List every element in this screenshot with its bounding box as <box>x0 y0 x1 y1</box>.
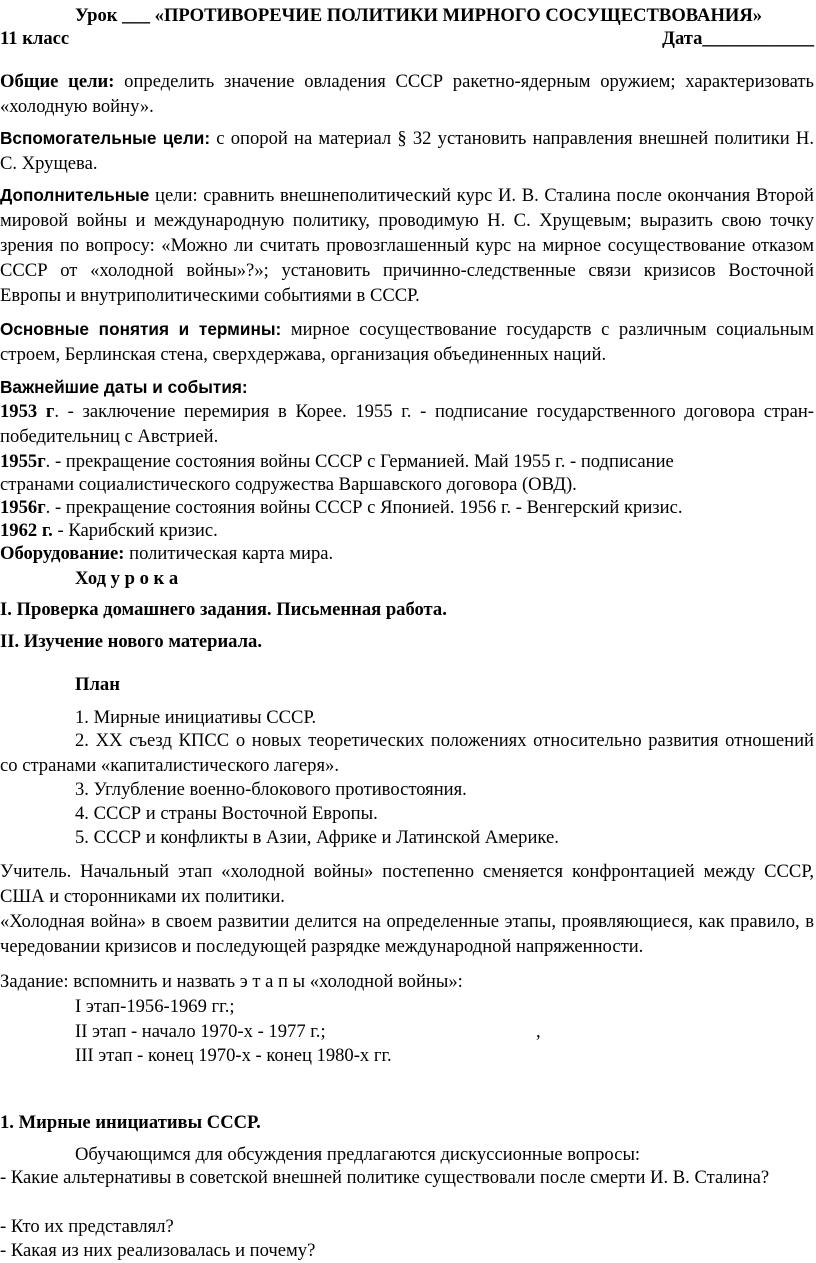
stage-item: III этап - конец 1970-х - конец 1980-х гг. <box>75 1045 392 1066</box>
subsection-intro: Обучающимся для обсуждения предлагаются дискуссионные вопросы: <box>75 1144 641 1165</box>
date-1962: 1962 г. - Карибский кризис. <box>0 520 218 541</box>
lesson-title: Урок ___ «ПРОТИВОРЕЧИЕ ПОЛИТИКИ МИРНОГО СОСУЩЕСТВОВАНИЯ» <box>75 5 763 26</box>
stage-item: I этап-1956-1969 гг.; <box>75 996 235 1017</box>
plan-item: 5. СССР и конфликты в Азии, Африке и Латинской Америке. <box>75 827 559 848</box>
extra-goals-text: цели: сравнить внешнеполитический курс И. В. Сталина после окончания Второй мировой войны и международную политику, проводимую Н. С. Хрущевым; выразить свою точку зрения по вопросу: «Можно ли считать провозглашенный курс на мирное сосуществование отказом СССР от «холодной войны»?»; установить причинно-следственные связи кризисов Восточной Европы и внутриполитическими событиями в СССР. <box>0 185 814 306</box>
plan-item: 3. Углубление военно-блокового противостояния. <box>75 779 467 800</box>
subsection-heading: 1. Мирные инициативы СССР. <box>0 1112 261 1133</box>
date-1956: 1956г. - прекращение состояния войны СССР с Японией. 1956 г. - Венгерский кризис. <box>0 497 683 518</box>
task-intro: Задание: вспомнить и назвать э т а п ы «холодной войны»: <box>0 971 463 992</box>
general-goals-text: определить значение овладения СССР ракетно-ядерным оружием; характеризовать «холодную войну». <box>0 71 815 117</box>
plan-item: 1. Мирные инициативы СССР. <box>75 707 317 728</box>
dates-heading: Важнейшие даты и события: <box>0 377 248 397</box>
date-1953: 1953 г. - заключение перемирия в Корее. 1955 г. - подписание государственного договора стран-победительниц с Австрией. <box>0 401 814 447</box>
discussion-question: - Кто их представлял? <box>0 1216 174 1237</box>
general-goals-label: Общие цели: <box>0 71 115 92</box>
general-goals <box>0 69 814 119</box>
stray-comma: , <box>536 1021 541 1042</box>
grade-label: 11 класс <box>0 28 70 49</box>
extra-goals <box>0 183 814 308</box>
teacher-paragraph: Учитель. Начальный этап «холодной войны» постепенно сменяется конфронтацией между СССР, США и сторонниками их политики. <box>0 861 814 907</box>
plan-item: 4. СССР и страны Восточной Европы. <box>75 803 378 824</box>
aux-goals <box>0 126 814 176</box>
stage-item: II этап - начало 1970-х - 1977 г.; <box>75 1021 326 1042</box>
lesson-course-heading: Ход у р о к а <box>75 568 179 589</box>
discussion-question: - Какая из них реализовалась и почему? <box>0 1240 316 1261</box>
key-terms-label: Основные понятия и термины: <box>0 319 282 339</box>
key-terms-text: мирное сосуществование государств с различным социальным строем, Берлинская стена, сверхдержава, организация объединенных наций. <box>0 319 815 365</box>
section-new-material: II. Изучение нового материала. <box>0 631 262 652</box>
date-field: Дата____________ <box>662 28 814 49</box>
plan-heading: План <box>75 674 120 695</box>
equipment: Оборудование: политическая карта мира. <box>0 543 334 564</box>
plan-item: 2. XX съезд КПСС о новых теоретических положениях относительно развития отношений со странами «капиталистического лагеря». <box>0 730 814 776</box>
aux-goals-text: с опорой на материал § 32 установить направления внешней политики Н. С. Хрущева. <box>0 128 814 174</box>
extra-goals-label: Дополнительные <box>0 185 150 205</box>
key-terms <box>0 317 814 367</box>
section-homework: I. Проверка домашнего задания. Письменная работа. <box>0 599 447 620</box>
aux-goals-label: Вспомогательные цели: <box>0 128 211 148</box>
discussion-question: - Какие альтернативы в советской внешней политике существовали после смерти И. В. Сталина? <box>0 1167 770 1188</box>
teacher-paragraph: «Холодная война» в своем развитии делится на определенные этапы, проявляющиеся, как правило, в чередовании кризисов и последующей разрядке международной напряженности. <box>0 911 814 957</box>
date-1955-cont: странами социалистического содружества Варшавского договора (ОВД). <box>0 474 577 495</box>
date-1955: 1955г. - прекращение состояния войны СССР с Германией. Май 1955 г. - подписание <box>0 451 674 472</box>
